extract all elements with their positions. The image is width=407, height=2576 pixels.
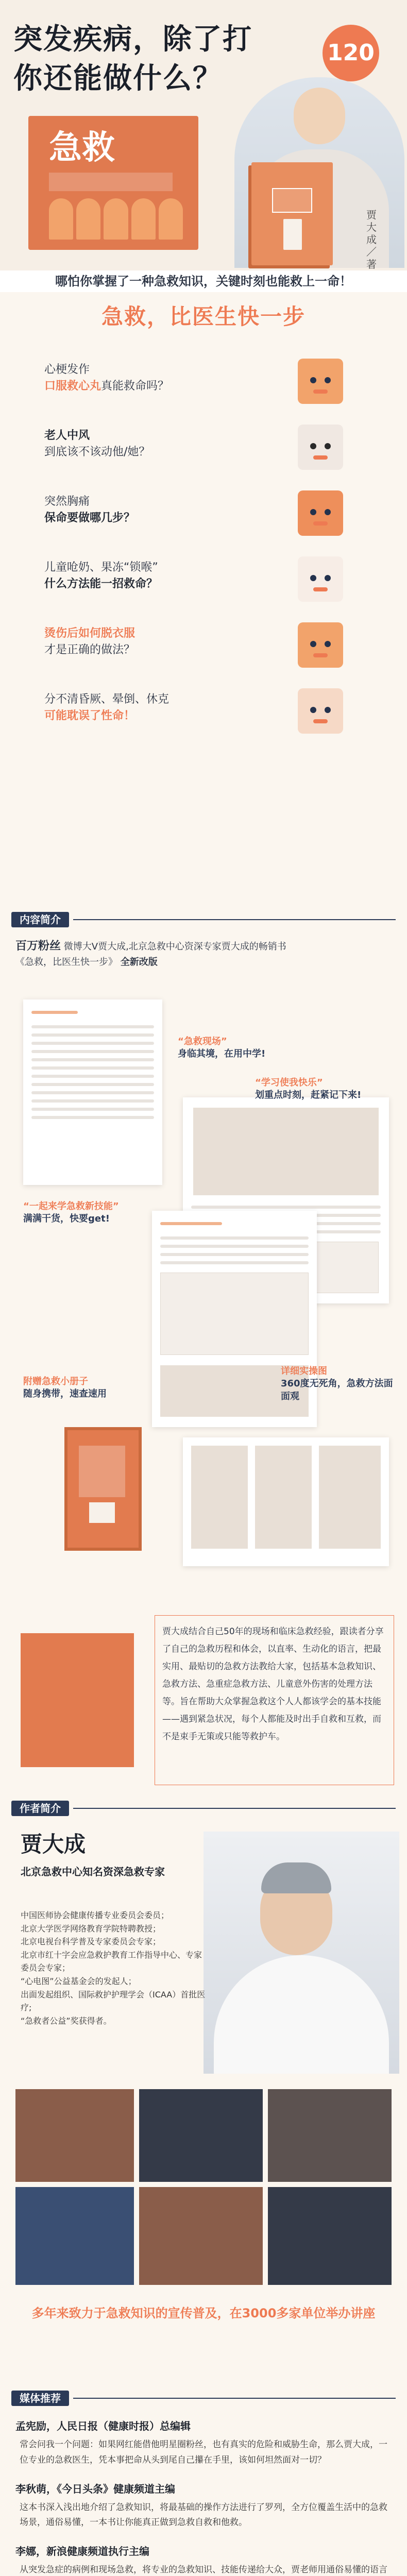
callout-diagram-line1: 详细实操图 xyxy=(281,1366,327,1377)
intro-line2-prefix: 《急救，比医生快一步》 xyxy=(15,957,117,968)
situation-item xyxy=(44,680,364,746)
review-text: 这本书深入浅出地介绍了急救知识，将最基础的操作方法进行了罗列，全方位覆盖生活中的急救场景，通俗易懂，一本书让你能真正做到急救自救和他救。 xyxy=(20,2502,387,2528)
situation-line2-bold: 什么方法能一招救命？ xyxy=(44,577,158,590)
author-role: 北京急救中心知名资深急救专家 xyxy=(21,1866,165,1878)
situation-line1-bold: 烫伤后如何脱衣服 xyxy=(44,627,135,640)
figure-icon xyxy=(104,198,128,240)
situation-line2-bold: 可能耽误了性命！ xyxy=(44,709,135,722)
situation-item xyxy=(44,350,364,416)
callout-diagram xyxy=(281,1365,394,1403)
section-tag: 内容简介 xyxy=(11,912,69,927)
summary-text: 贾大成结合自己50年的现场和临床急救经验，跟读者分享了自己的急救历程和体会，以直率、生动化的语言，把最实用、最贴切的急救方法教给大家，包括基本急救知识、急救方法、急重症急救方法、儿童意外伤害的处理方法等。旨在帮助大众掌握急救这个人人都该学会的基本技能——遇到紧急状况，每个人都能及时出手自救和互救，而不是束手无策或只能等救护车。 xyxy=(162,1626,384,1742)
callout-skill xyxy=(23,1200,119,1226)
situation-line2-suffix: 真能救命吗？ xyxy=(101,379,169,393)
section-tag: 作者简介 xyxy=(11,1801,69,1816)
situation-line1: 突然胸痛 xyxy=(44,495,90,508)
situation-line2-bold: 保命要做哪几步？ xyxy=(44,511,135,524)
section-tag: 媒体推荐 xyxy=(11,2391,69,2406)
handbook-image xyxy=(64,1427,142,1551)
intro-line2-strong: 全新改版 xyxy=(120,957,158,968)
author-name: 贾大成 xyxy=(21,1832,86,1857)
burn-icon xyxy=(298,622,343,668)
section-divider xyxy=(73,919,396,920)
lecture-photo xyxy=(15,2089,134,2182)
section-header-content xyxy=(0,912,407,927)
situation-line2-bold: 口服救心丸 xyxy=(44,379,101,393)
author-bio-line: “心电图”公益基金会的发起人； xyxy=(21,1976,137,1986)
hero-title xyxy=(13,22,252,97)
situation-line1-bold: 老人中风 xyxy=(44,429,90,442)
child-face-icon xyxy=(298,556,343,602)
author-bio-line: 北京大学医学网络教育学院特聘教授； xyxy=(21,1923,161,1934)
media-reviews xyxy=(15,2419,392,2576)
callout-scene xyxy=(178,1036,265,1061)
section-header-media xyxy=(0,2391,407,2406)
hero-title-line1: 突发疾病，除了打 xyxy=(13,23,252,56)
hero-title-line2: 你还能做什么？ xyxy=(13,62,223,95)
reviewer-name: 李娜，新浪健康频道执行主编 xyxy=(15,2545,149,2557)
book-box-seal xyxy=(272,188,312,213)
situation-item xyxy=(44,548,364,614)
author-bio xyxy=(21,1909,206,2027)
intro-title: 急救，比医生快一步 xyxy=(101,304,306,329)
figure-icon xyxy=(159,198,183,240)
slogan-text: 哪怕你掌握了一种急救知识，关键时刻也能救上一命！ xyxy=(55,274,352,289)
callout-handbook xyxy=(23,1376,107,1401)
review-text: 常会问我一个问题：如果网红能借他明星圈粉丝，也有真实的危险和威胁生命，那么贾大成，一位专业的急救医生，凭本事把命从头到尾自己攥在手里，该如何坦然面对一切？ xyxy=(20,2439,387,2465)
callout-scene-line2: 身临其境，在用中学! xyxy=(178,1048,266,1060)
situation-list xyxy=(44,350,364,746)
callout-skill-line1: “一起来学急救新技能” xyxy=(23,1201,119,1212)
situation-line1: 分不清昏厥、晕倒、休克 xyxy=(44,693,169,706)
situation-item xyxy=(44,482,364,548)
slogan-banner xyxy=(0,270,407,292)
preview-page xyxy=(183,1437,389,1566)
author-signature: 贾大成／著 xyxy=(366,209,377,270)
reviewer-name: 孟宪励，人民日报（健康时报）总编辑 xyxy=(15,2420,191,2432)
situation-item xyxy=(44,614,364,680)
book-box-image xyxy=(251,162,333,265)
review-text: 从突发急症的病例和现场急救，将专业的急救知识、技能传递给大众，贾老师用通俗易懂的语言 xyxy=(20,2565,387,2575)
author-bio-line: 出面发起组织、国际救护护理学会（ICAA）首批医疗; xyxy=(21,1989,206,2013)
summary-box xyxy=(155,1615,394,1785)
media-review xyxy=(15,2482,392,2531)
author-bio-line: 北京电视台科学普及专家委员会专家； xyxy=(21,1937,161,1947)
situation-line2-suffix: 到底该不该动他/她？ xyxy=(44,445,150,459)
lecture-photo xyxy=(268,2187,392,2285)
person-head xyxy=(294,88,345,144)
book-box-cube xyxy=(283,219,302,250)
author-bio-line: “急救者公益”奖获得者。 xyxy=(21,2015,112,2026)
situation-line2-suffix: 才是正确的做法？ xyxy=(44,643,135,656)
lecture-photo xyxy=(268,2089,392,2182)
fainting-icon xyxy=(298,688,343,734)
callout-study-line1: “学习使我快乐” xyxy=(255,1077,323,1088)
callout-diagram-line2: 360度无死角，急救方法面面观 xyxy=(281,1378,393,1402)
author-caption: 多年来致力于急救知识的宣传普及，在3000多家单位举办讲座 xyxy=(31,2306,376,2320)
book-cover-subtitle-block xyxy=(49,173,173,191)
callout-skill-line2: 满满干货，快要get! xyxy=(23,1213,110,1225)
author-bio-line: 中国医师协会健康传播专业委员会委员； xyxy=(21,1910,169,1920)
section-divider xyxy=(73,2398,396,2399)
media-review xyxy=(15,2419,392,2468)
media-review xyxy=(15,2544,392,2576)
lecture-photo-grid xyxy=(15,2089,392,2285)
section-divider xyxy=(73,1808,396,1809)
figure-icon xyxy=(49,198,73,240)
callout-handbook-line2: 随身携带，速查速用 xyxy=(23,1388,107,1400)
skull-icon xyxy=(298,425,343,470)
author-bio-line: 北京市红十字会应急救护教育工作指导中心、专家委员会专家； xyxy=(21,1950,202,1973)
callout-scene-line1: “急救现场” xyxy=(178,1036,227,1047)
lecture-photo xyxy=(15,2187,134,2285)
badge-120: 120 xyxy=(323,25,379,81)
lecture-photo xyxy=(139,2089,263,2182)
book-cover-figures xyxy=(49,198,183,240)
figure-icon xyxy=(76,198,100,240)
callout-study xyxy=(255,1077,361,1102)
callout-study-line2: 划重点时刻，赶紧记下来! xyxy=(255,1090,362,1101)
hero-section xyxy=(0,0,407,270)
book-cover-image xyxy=(28,116,198,250)
preview-page xyxy=(23,999,162,1185)
author-portrait xyxy=(204,1832,399,2074)
situation-line1: 心梗发作 xyxy=(44,363,90,376)
content-intro xyxy=(15,938,392,970)
reviewer-name: 李秋萌，《今日头条》健康频道主编 xyxy=(15,2482,175,2495)
face-icon xyxy=(298,359,343,404)
intro-line1: 微博大V贾大成,北京急救中心资深专家贾大成的畅销书 xyxy=(63,941,286,952)
lecture-photo xyxy=(139,2187,263,2285)
situation-line1: 儿童呛奶、果冻“锁喉” xyxy=(44,561,158,574)
figure-icon xyxy=(131,198,156,240)
intro-strong: 百万粉丝 xyxy=(15,940,61,953)
book-cover-title: 急救 xyxy=(49,128,115,167)
summary-book-image xyxy=(21,1633,134,1767)
callout-handbook-line1: 附赠急救小册子 xyxy=(23,1376,88,1387)
book-preview-collage xyxy=(13,994,394,1587)
section-header-author xyxy=(0,1801,407,1816)
chest-icon xyxy=(298,490,343,536)
situation-item xyxy=(44,416,364,482)
